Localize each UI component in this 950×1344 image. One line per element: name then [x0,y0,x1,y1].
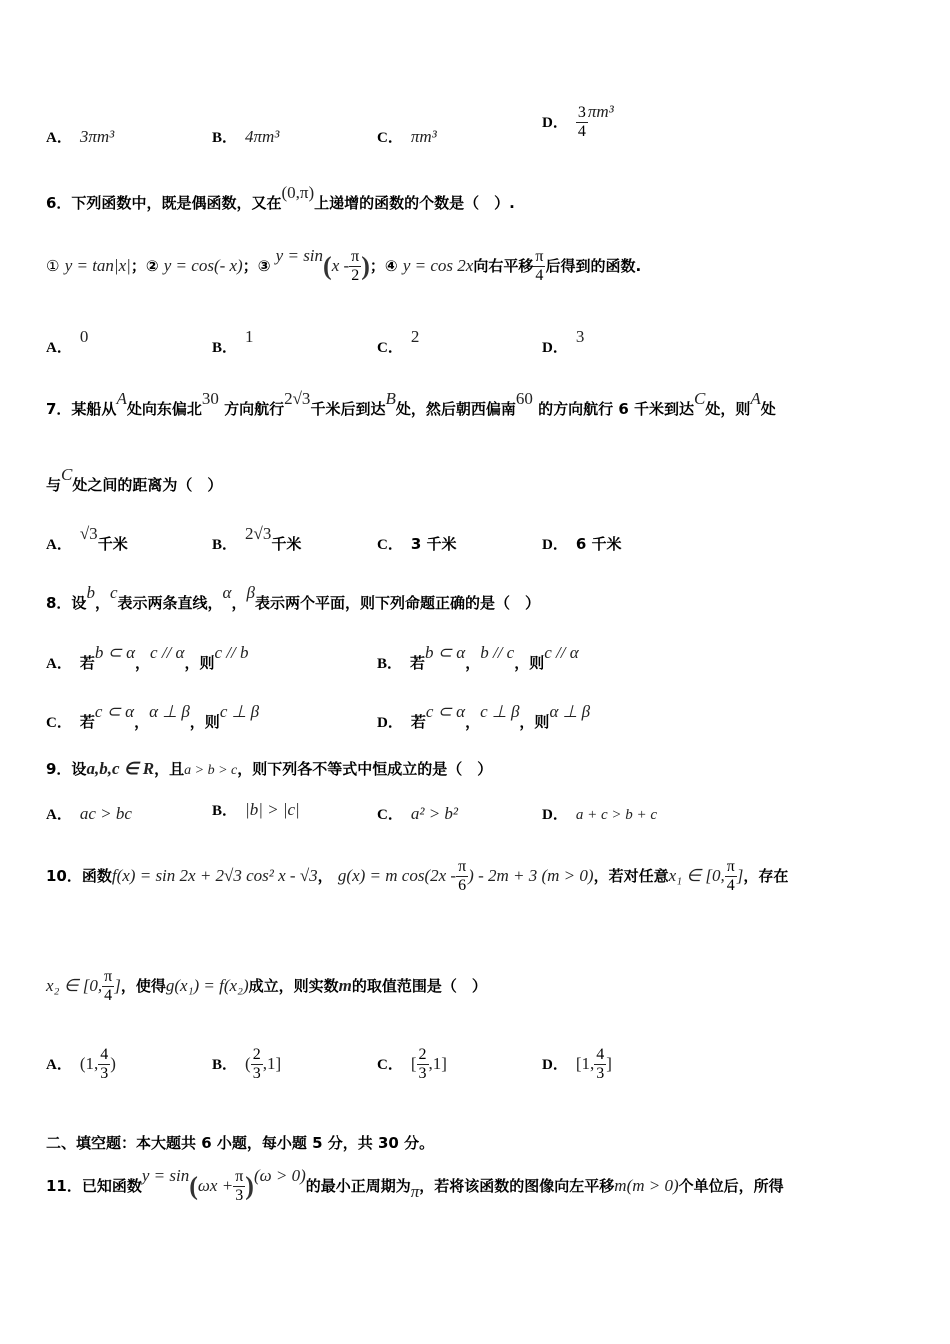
q7-option-a[interactable]: A．√3千米 [46,524,128,553]
fraction: $\frac{2}{3}$ [418,1046,427,1082]
q10-option-a[interactable]: A． (1, $\frac{4}{3}$ ) [46,1046,116,1082]
section-title: 二、填空题：本大题共 6 小题，每小题 5 分，共 30 分。 [46,1134,435,1152]
q7-option-c[interactable]: C． 3 千米 [377,535,457,553]
q9-stem: 9．设a,b,c ∈ R，且a > b > c，则下列各不等式中恒成立的是（ ） [46,759,493,778]
fraction: $\frac{3}{4}$ [577,104,586,140]
q6-functions: ① y = tan|x|；② y = cos(- x)；③ y = sin(x - $\frac{\pi}{2}$ )；④ y = cos 2x向右平移 $\frac{\pi}{4}$ 后得到的函数. [46,246,642,284]
q6-option-b[interactable]: B．1 [212,327,254,356]
fraction: $\frac{\pi}{4}$ [535,248,544,284]
q9-option-a[interactable]: A． ac > bc [46,804,132,823]
q6-option-a[interactable]: A．0 [46,327,89,356]
q5-option-c[interactable]: C． πm³ [377,127,437,146]
q6-option-d[interactable]: D．3 [542,327,585,356]
q7-stem-line2: 与C处之间的距离为（ ） [46,465,223,494]
q8-option-d[interactable]: D． 若c ⊂ α，c ⊥ β，则α ⊥ β [377,702,591,731]
q5-option-b[interactable]: B． 4πm³ [212,127,280,146]
fraction: $\frac{\pi}{6}$ [458,858,467,894]
fraction: $\frac{\pi}{3}$ [235,1168,244,1204]
fraction: $\frac{\pi}{2}$ [351,248,360,284]
fraction: $\frac{2}{3}$ [252,1046,261,1082]
q8-option-c[interactable]: C． 若c ⊂ α，α ⊥ β，则c ⊥ β [46,702,260,731]
q6-option-c[interactable]: C．2 [377,327,420,356]
fraction: $\frac{4}{3}$ [100,1046,109,1082]
q10-option-d[interactable]: D． [1, $\frac{4}{3}$ ] [542,1046,612,1082]
q9-option-c[interactable]: C． a² > b² [377,804,459,823]
fraction: $\frac{4}{3}$ [596,1046,605,1082]
q7-option-d[interactable]: D． 6 千米 [542,535,622,553]
q8-option-b[interactable]: B． 若b ⊂ α，b // c，则c // α [377,643,579,672]
q10-option-c[interactable]: C． [ $\frac{2}{3}$ ,1] [377,1046,447,1082]
q8-stem: 8．设b，c表示两条直线，α，β表示两个平面，则下列命题正确的是（ ） [46,583,540,612]
q7-option-b[interactable]: B．2√3千米 [212,524,302,553]
q9-option-b[interactable]: B． |b| > |c| [212,800,300,819]
q10-option-b[interactable]: B． ( $\frac{2}{3}$ ,1] [212,1046,282,1082]
q10-stem-line1: 10．函数f(x) = sin 2x + 2√3 cos² x - √3， g(x) = m cos(2x - $\frac{\pi}{6}$ ) - 2m + 3 (m > 0)，若对任意x₁ ∈ [0, $\frac{\pi}{4}$ ]，存在 [46,858,789,894]
q5-option-a[interactable]: A． 3πm³ [46,127,115,146]
q10-stem-line2: x₂ ∈ [0, $\frac{\pi}{4}$ ]，使得g(x₁) = f(x₂)成立，则实数m的取值范围是（ ） [46,968,487,1004]
q8-option-a[interactable]: A． 若b ⊂ α，c // α，则c // b [46,643,249,672]
q7-stem-line1: 7．某船从A处向东偏北30 方向航行2√3千米后到达B处，然后朝西偏南60 的方向航行 6 千米到达C处，则A处 [46,389,776,418]
fraction: $\frac{\pi}{4}$ [104,968,113,1004]
q9-option-d[interactable]: D． a + c > b + c [542,807,658,823]
fraction: $\frac{\pi}{4}$ [726,858,735,894]
q5-option-d[interactable]: D． $\frac{3}{4}$ πm³ [542,102,614,140]
q11-stem: 11．已知函数y = sin(ωx + $\frac{\pi}{3}$ )(ω > 0)的最小正周期为π，若将该函数的图像向左平移m(m > 0)个单位后，所得 [46,1166,784,1204]
q6-stem: 6．下列函数中，既是偶函数，又在(0,π)上递增的函数的个数是（ ）. [46,183,515,212]
